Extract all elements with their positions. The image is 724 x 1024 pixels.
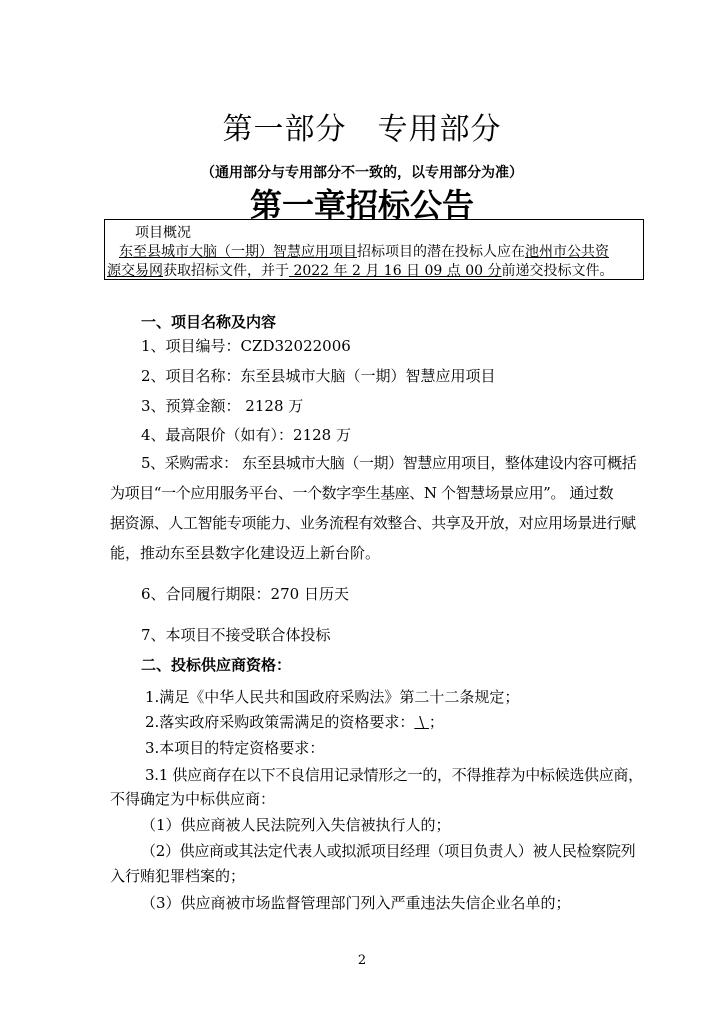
qualification-2-value: \ <box>414 713 429 731</box>
condition-3: （3）供应商被市场监督管理部门列入严重违法失信企业名单的； <box>141 894 571 912</box>
item-requirement-line-3: 据资源、人工智能专项能力、业务流程有效整合、共享及开放，对应用场景进行赋 <box>110 514 636 532</box>
item-project-number: 1、项目编号：CZD32022006 <box>141 337 351 355</box>
section-heading-2: 二、投标供应商资格： <box>141 656 292 674</box>
part-title: 第一部分 专用部分 <box>222 112 502 147</box>
qualification-3: 3.本项目的特定资格要求： <box>145 739 325 757</box>
overview-line-1 <box>119 241 609 261</box>
overview-deadline: 2022 年 2 月 16 日 09 点 00 分 <box>289 263 502 279</box>
qualification-1: 1.满足《中华人民共和国政府采购法》第二十二条规定； <box>145 688 520 706</box>
qualification-2-end: ； <box>428 713 444 731</box>
section-heading-1: 一、项目名称及内容 <box>141 313 277 331</box>
overview-project-name: 东至县城市大脑（一期）智慧应用项目 <box>119 244 357 260</box>
item-max-price: 4、最高限价（如有）：2128 万 <box>141 426 351 444</box>
condition-1: （1）供应商被人民法院列入失信被执行人的； <box>141 816 451 834</box>
overview-text-2: 获取招标文件，并于 <box>163 263 289 279</box>
qualification-3-1-line-1: 3.1 供应商存在以下不良信用记录情形之一的，不得推荐为中标候选供应商， <box>145 766 643 784</box>
item-no-consortium: 7、本项目不接受联合体投标 <box>141 626 331 644</box>
qualification-2-text: 2.落实政府采购政策需满足的资格要求： <box>145 713 415 731</box>
overview-box <box>104 219 644 280</box>
item-contract-period: 6、合同履行期限：270 日历天 <box>141 585 349 603</box>
item-budget: 3、预算金额： 2128 万 <box>141 397 304 415</box>
item-requirement-line-4: 能，推动东至县数字化建设迈上新台阶。 <box>110 544 381 562</box>
overview-text-3: 前递交投标文件。 <box>501 263 614 279</box>
overview-heading: 项目概况 <box>135 225 191 241</box>
chapter-title: 第一章招标公告 <box>249 186 474 224</box>
item-project-name: 2、项目名称：东至县城市大脑（一期）智慧应用项目 <box>141 367 496 385</box>
qualification-3-1-line-2: 不得确定为中标供应商： <box>110 790 276 808</box>
page-number: 2 <box>357 953 367 968</box>
overview-place-cont: 源交易网 <box>107 263 163 279</box>
overview-line-2 <box>107 260 613 280</box>
overview-text: 招标项目的潜在投标人应在 <box>357 244 525 260</box>
item-requirement-line-1: 5、采购需求： 东至县城市大脑（一期）智慧应用项目，整体建设内容可概括 <box>141 454 637 472</box>
precedence-note: （通用部分与专用部分不一致的，以专用部分为准） <box>201 165 523 181</box>
overview-place: 池州市公共资 <box>525 244 609 260</box>
qualification-2 <box>145 711 444 732</box>
condition-2-line-1: （2）供应商或其法定代表人或拟派项目经理（项目负责人）被人民检察院列 <box>141 842 636 860</box>
item-requirement-line-2: 为项目“一个应用服务平台、一个数字孪生基座、N 个智慧场景应用”。 通过数 <box>110 484 614 502</box>
condition-2-line-2: 入行贿犯罪档案的； <box>110 867 246 885</box>
